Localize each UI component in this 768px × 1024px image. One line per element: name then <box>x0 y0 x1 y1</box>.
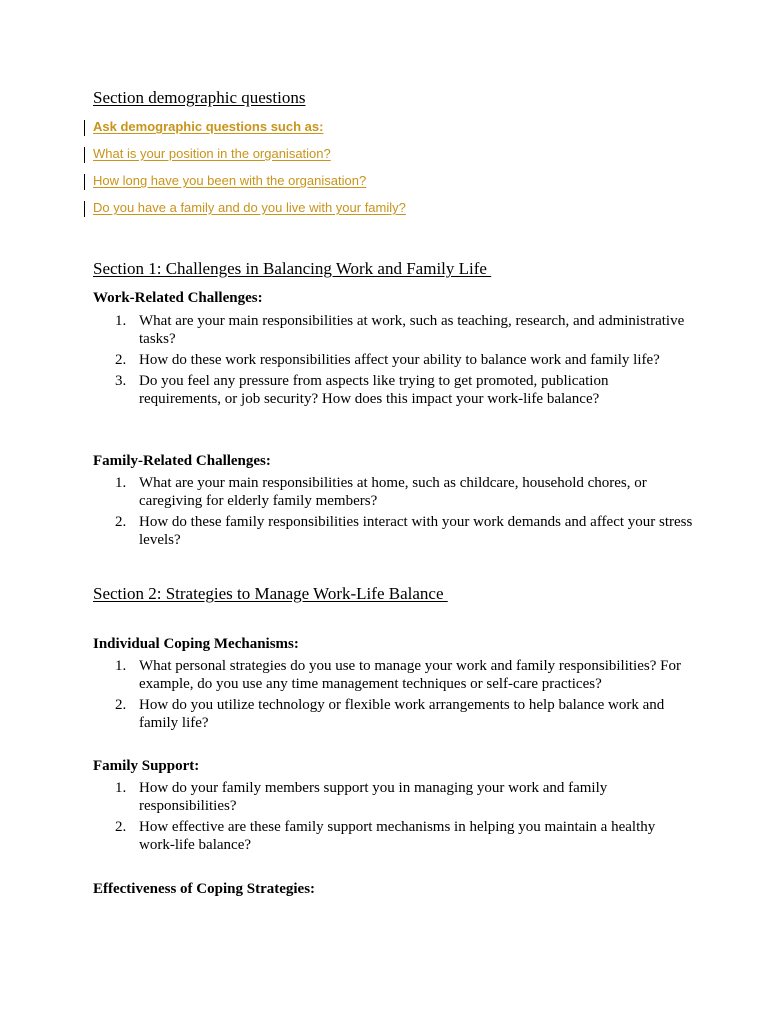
individual-coping-heading: Individual Coping Mechanisms: <box>93 636 299 652</box>
work-related-heading: Work-Related Challenges: <box>93 290 263 306</box>
change-bar <box>84 147 85 163</box>
list-item: 1. What personal strategies do you use to manage your work and family responsibilities? For example, do you use any time management techniques or self-care practices? <box>115 658 681 692</box>
section2-title: Section 2: Strategies to Manage Work-Life Balance <box>93 584 448 603</box>
effectiveness-heading: Effectiveness of Coping Strategies: <box>93 881 316 897</box>
tracked-line-tenure: How long have you been with the organisation? <box>93 173 367 188</box>
change-bar <box>84 174 85 190</box>
list-item: 2. How effective are these family support mechanisms in helping you maintain a healthy work-life balance? <box>115 819 656 853</box>
list-item: 2. How do these family responsibilities interact with your work demands and affect your stress levels? <box>115 514 693 548</box>
change-bar <box>84 201 85 217</box>
list-item: 1. What are your main responsibilities at work, such as teaching, research, and administrative tasks? <box>115 313 685 347</box>
family-related-list <box>93 474 693 552</box>
family-support-heading: Family Support: <box>93 758 200 774</box>
work-related-list <box>93 312 693 411</box>
list-item: 3. Do you feel any pressure from aspects like trying to get promoted, publication requirements, or job security? How does this impact your work-life balance? <box>115 373 609 407</box>
tracked-line-intro: Ask demographic questions such as: <box>93 119 324 134</box>
family-support-list <box>93 779 693 857</box>
individual-coping-list <box>93 657 693 735</box>
demographic-section-title: Section demographic questions <box>93 88 306 107</box>
list-item: 1. What are your main responsibilities at home, such as childcare, household chores, or caregiving for elderly family members? <box>115 475 647 509</box>
tracked-line-position: What is your position in the organisation? <box>93 146 331 161</box>
list-item: 2. How do you utilize technology or flexible work arrangements to help balance work and family life? <box>115 697 665 731</box>
family-related-heading: Family-Related Challenges: <box>93 453 271 469</box>
tracked-line-family: Do you have a family and do you live with your family? <box>93 200 406 215</box>
change-bar <box>84 120 85 136</box>
list-item: 1. How do your family members support you in managing your work and family responsibilities? <box>115 780 608 814</box>
list-item: 2. How do these work responsibilities affect your ability to balance work and family life? <box>115 352 660 368</box>
section1-title: Section 1: Challenges in Balancing Work and Family Life <box>93 259 492 278</box>
